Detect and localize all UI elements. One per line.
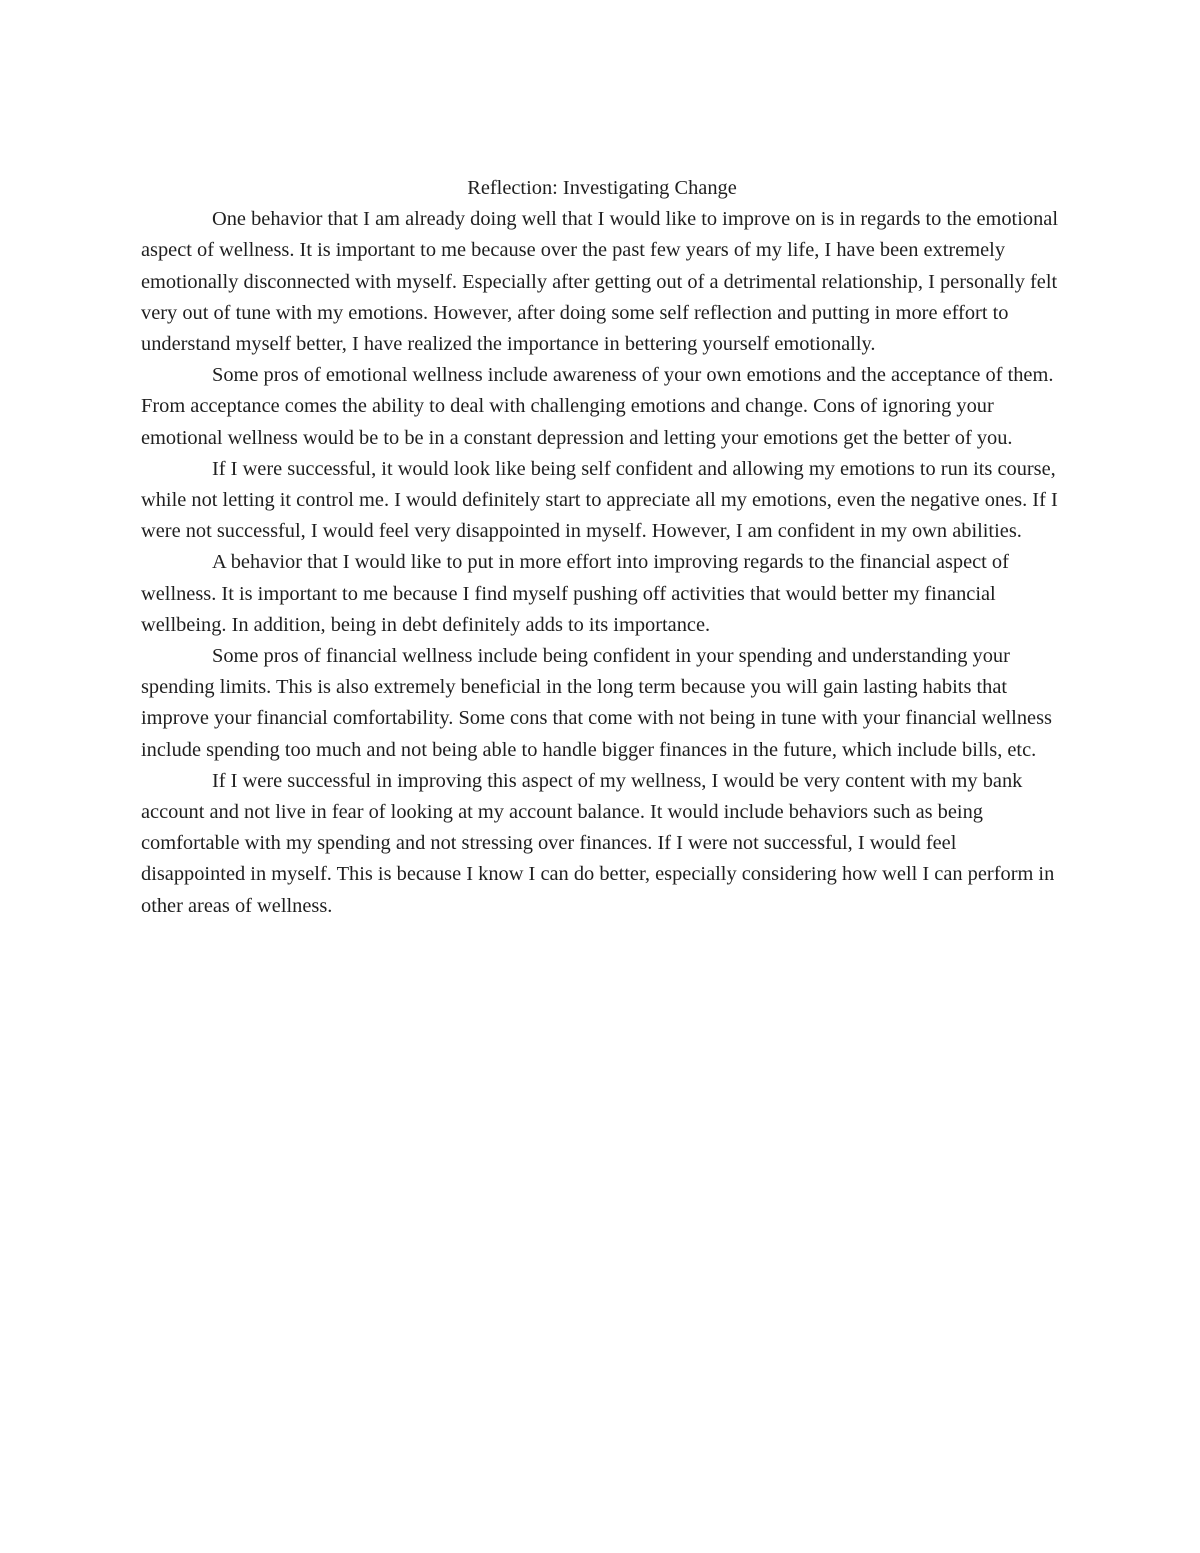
document-body xyxy=(141,173,1063,922)
paragraph-financial-pros-cons: Some pros of financial wellness include being confident in your spending and understanding your spending limits. This is also extremely beneficial in the long term because you will gain lasting habits that improve your financial comfortability. Some cons that come with not being in tune with your financial wellness include spending too much and not being able to handle bigger finances in the future, which include bills, etc. xyxy=(141,645,1052,761)
paragraph-emotional-intro: One behavior that I am already doing well that I would like to improve on is in regards to the emotional aspect of wellness. It is important to me because over the past few years of my life, I have been extremely emotionally disconnected with myself. Especially after getting out of a detrimental relationship, I personally felt very out of tune with my emotions. However, after doing some self reflection and putting in more effort to understand myself better, I have realized the importance in bettering yourself emotionally. xyxy=(141,208,1058,356)
paragraph-emotional-pros-cons: Some pros of emotional wellness include awareness of your own emotions and the acceptance of them. From acceptance comes the ability to deal with challenging emotions and change. Cons of ignoring your emotional wellness would be to be in a constant depression and letting your emotions get the better of you. xyxy=(141,364,1054,449)
paragraph-financial-success: If I were successful in improving this aspect of my wellness, I would be very content with my bank account and not live in fear of looking at my account balance. It would include behaviors such as being comfortable with my spending and not stressing over finances. If I were not successful, I would feel disappointed in myself. This is because I know I can do better, especially considering how well I can perform in other areas of wellness. xyxy=(141,769,1055,917)
paragraph-financial-intro: A behavior that I would like to put in more effort into improving regards to the financial aspect of wellness. It is important to me because I find myself pushing off activities that would better my financial wellbeing. In addition, being in debt definitely adds to its importance. xyxy=(141,551,1009,636)
document-title: Reflection: Investigating Change xyxy=(467,177,737,199)
paragraph-emotional-success: If I were successful, it would look like being self confident and allowing my emotions to run its course, while not letting it control me. I would definitely start to appreciate all my emotions, even the negative ones. If I were not successful, I would feel very disappointed in myself. However, I am confident in my own abilities. xyxy=(141,457,1058,543)
